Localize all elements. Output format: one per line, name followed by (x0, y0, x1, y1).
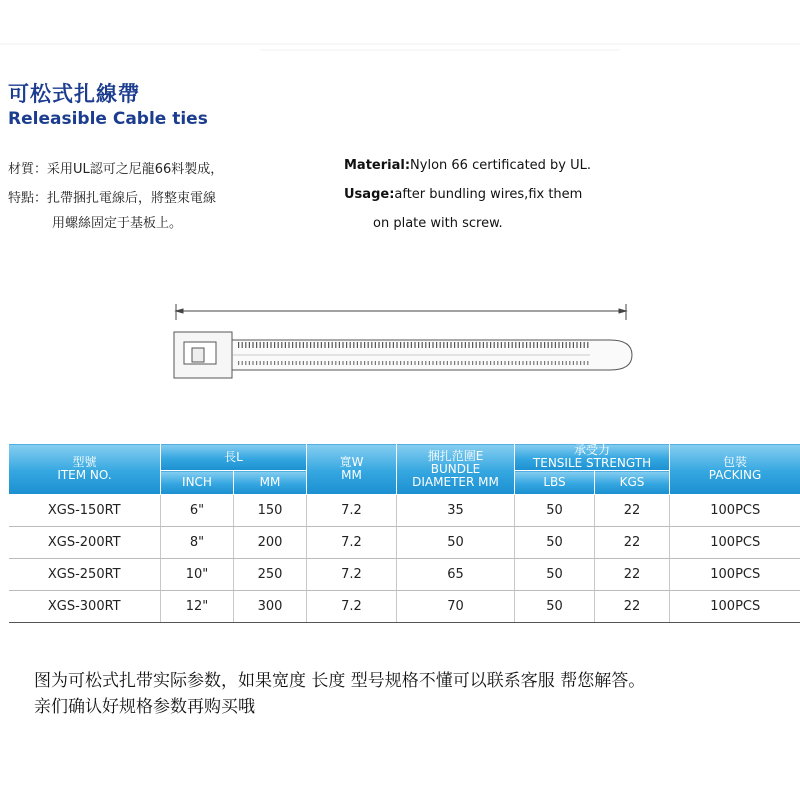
cell-inch: 10" (161, 559, 234, 591)
cell-packing: 100PCS (670, 591, 800, 623)
cable-tie-head (174, 332, 232, 378)
cell-width: 7.2 (307, 591, 397, 623)
header-tensile-cn: 承受力 (574, 443, 611, 457)
cell-kgs: 22 (595, 527, 670, 559)
cell-packing: 100PCS (670, 559, 800, 591)
header-item-cn: 型號 (72, 455, 97, 469)
cell-bundle: 50 (397, 527, 515, 559)
cell-packing: 100PCS (670, 527, 800, 559)
note (34, 668, 645, 720)
top-decoration (0, 0, 800, 60)
cell-bundle: 70 (397, 591, 515, 623)
feature-cn-line1: 特點：扎帶捆扎電線后，將整束電線 (8, 191, 217, 206)
spec-table (8, 443, 800, 623)
table-row (9, 527, 800, 559)
cell-bundle: 35 (397, 495, 515, 527)
cell-width: 7.2 (307, 559, 397, 591)
cell-mm: 200 (234, 527, 307, 559)
cell-mm: 300 (234, 591, 307, 623)
header-packing (670, 444, 800, 495)
dimension-line (176, 304, 626, 320)
table-row (9, 495, 800, 527)
note-line1: 图为可松式扎带实际参数，如果宽度 长度 型号规格不懂可以联系客服 帮您解答。 (34, 671, 646, 691)
header-packing-cn: 包裝 (723, 455, 748, 469)
material-en-label: Material: (344, 158, 411, 173)
header-width (307, 444, 397, 495)
cell-item: XGS-250RT (9, 559, 161, 591)
header-bundle-en2: DIAMETER MM (412, 474, 499, 489)
header-tensile-en: TENSILE STRENGTH (532, 456, 652, 470)
cell-mm: 250 (234, 559, 307, 591)
cell-width: 7.2 (307, 495, 397, 527)
header-bundle-cn: 捆扎范圍E (427, 448, 484, 463)
header-width-en: MM (341, 468, 362, 482)
cell-inch: 8" (161, 527, 234, 559)
cell-packing: 100PCS (670, 495, 800, 527)
cable-tie-diagram (170, 300, 640, 380)
cell-lbs: 50 (515, 495, 595, 527)
cell-lbs: 50 (515, 591, 595, 623)
feature-cn-line2: 用螺絲固定于基板上。 (52, 216, 183, 231)
cell-inch: 6" (161, 495, 234, 527)
material-cn: 材質：采用UL認可之尼龍66料製成， (8, 162, 224, 177)
usage-en-text: after bundling wires,fix them (394, 187, 583, 202)
table-row (9, 591, 800, 623)
cell-lbs: 50 (515, 559, 595, 591)
header-mm: MM (234, 471, 307, 495)
cell-item: XGS-150RT (9, 495, 161, 527)
title-chinese: 可松式扎線帶 (8, 82, 140, 106)
cell-mm: 150 (234, 495, 307, 527)
usage-en-line2: on plate with screw. (373, 216, 503, 231)
cell-item: XGS-300RT (9, 591, 161, 623)
header-lbs: LBS (515, 471, 595, 495)
cell-width: 7.2 (307, 527, 397, 559)
header-tensile (515, 444, 670, 471)
usage-en (344, 187, 582, 202)
header-inch: INCH (161, 471, 234, 495)
header-width-cn: 寬W (339, 455, 364, 469)
usage-en-label: Usage: (344, 187, 395, 202)
header-item-no (9, 444, 161, 495)
cell-bundle: 65 (397, 559, 515, 591)
title-english: Releasible Cable ties (8, 109, 208, 129)
cell-lbs: 50 (515, 527, 595, 559)
header-bundle-en1: BUNDLE (430, 461, 481, 476)
header-item-en: ITEM NO. (57, 468, 112, 482)
cell-kgs: 22 (595, 591, 670, 623)
material-en-text: Nylon 66 certificated by UL. (410, 158, 592, 173)
material-en (344, 158, 591, 173)
note-line2: 亲们确认好规格参数再购买哦 (34, 697, 255, 717)
cell-kgs: 22 (595, 559, 670, 591)
header-length: 長L (161, 444, 307, 471)
cell-inch: 12" (161, 591, 234, 623)
header-packing-en: PACKING (708, 468, 762, 482)
cell-item: XGS-200RT (9, 527, 161, 559)
table-row (9, 559, 800, 591)
header-bundle (397, 444, 515, 495)
cell-kgs: 22 (595, 495, 670, 527)
header-kgs: KGS (595, 471, 670, 495)
